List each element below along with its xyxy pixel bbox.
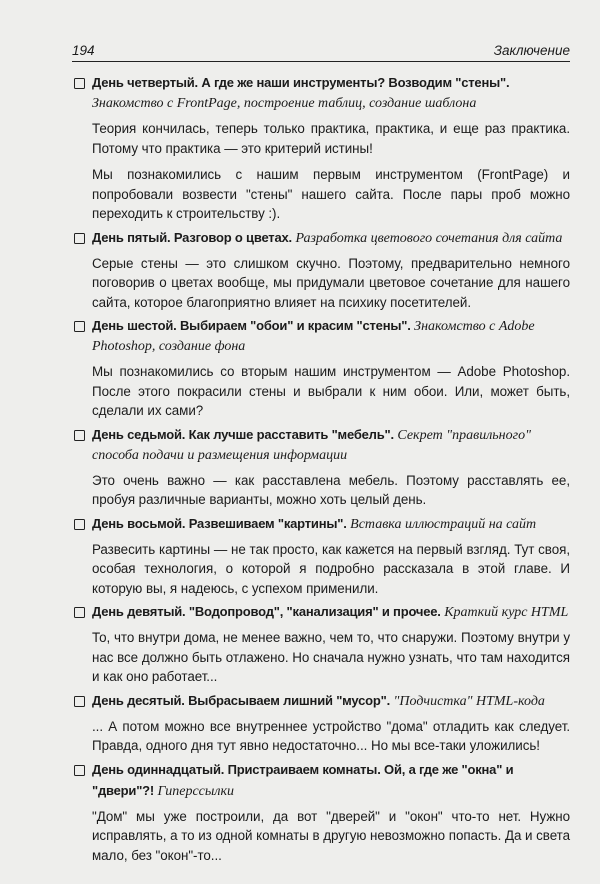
item-subtitle: Знакомство с Adobe Photoshop, создание фона (92, 319, 535, 354)
item-heading (72, 760, 570, 802)
checkbox-bullet-icon (74, 430, 85, 441)
item-title: День пятый. Разговор о цветах. (92, 229, 292, 245)
item-paragraph: Развесить картины — не так просто, как кажется на первый взгляд. Тут своя, особая технология, о которой я подробно рассказала в этой главе. И которую вы, я надеюсь, с успехом применили. (92, 541, 570, 596)
item-title: День четвертый. А где же наши инструменты? Возводим "стены". (92, 75, 510, 90)
item-paragraph: Теория кончилась, теперь только практика, практика, и еще раз практика. Потому что практика — это критерий истины! (92, 121, 570, 156)
item-heading (72, 514, 570, 535)
item-title: День восьмой. Развешиваем "картины". (92, 515, 347, 531)
list-item-day-11 (72, 760, 570, 866)
item-paragraph: То, что внутри дома, не менее важно, чем то, что снаружи. Поэтому внутри у нас все должно быть отлажено. Но сначала нужно узнать, что там находится и как оно работает... (92, 630, 570, 684)
checkbox-bullet-icon (74, 607, 85, 618)
list-item-day-7 (72, 425, 570, 510)
item-heading (72, 316, 570, 357)
item-heading (72, 691, 570, 712)
item-title: День одиннадцатый. Пристраиваем комнаты. Ой, а где же "окна" и "двери"?! (92, 761, 514, 798)
item-heading (72, 73, 570, 114)
item-title: День шестой. Выбираем "обои" и красим "стены". (92, 318, 411, 333)
item-subtitle: Краткий курс HTML (444, 605, 569, 620)
list-item-day-10 (72, 691, 570, 756)
checkbox-bullet-icon (74, 519, 85, 530)
page-number: 194 (72, 43, 95, 58)
checkbox-bullet-icon (74, 78, 85, 89)
item-paragraph: Это очень важно — как расставлена мебель. Поэтому расставлять ее, пробуя различные варианты, можно хоть целый день. (92, 472, 570, 507)
item-paragraph: ... А потом можно все внутреннее устройство "дома" отладить как следует. Правда, одного дня тут явно недостаточно... Но мы все-таки уложились! (92, 718, 570, 753)
checkbox-bullet-icon (74, 765, 85, 776)
list-item-day-9 (72, 602, 570, 687)
checkbox-bullet-icon (74, 321, 85, 332)
item-title: День девятый. "Водопровод", "канализация" и прочее. (92, 604, 441, 619)
item-paragraph: Серые стены — это слишком скучно. Поэтому, предварительно немного поговорив о цветах вообще, мы придумали цветовое сочетание для нашего сайта, которое благоприятно влияет на психику посетителей. (92, 255, 570, 310)
checkbox-bullet-icon (74, 233, 85, 244)
item-heading (72, 425, 570, 466)
item-heading (72, 228, 570, 249)
running-header (72, 42, 570, 62)
item-subtitle: Секрет "правильного" способа подачи и размещения информации (92, 427, 531, 463)
item-title: День седьмой. Как лучше расставить "мебель". (92, 426, 394, 442)
item-subtitle: Разработка цветового сочетания для сайта (295, 230, 563, 246)
item-subtitle: "Подчистка" HTML-кода (393, 693, 545, 709)
item-paragraph: Мы познакомились с нашим первым инструментом (FrontPage) и попробовали возвести "стены" нашего сайта. После пары проб можно переходить к строительству :). (92, 167, 570, 221)
item-subtitle: Вставка иллюстраций на сайт (350, 516, 537, 532)
summary-list (72, 73, 570, 869)
item-paragraph: Мы познакомились со вторым нашим инструментом — Adobe Photoshop. После этого покрасили стены и выбрали к ним обои. Или, может быть, сделали их сами? (92, 364, 570, 418)
list-item-day-8 (72, 514, 570, 599)
item-heading (72, 602, 570, 623)
list-item-day-5 (72, 228, 570, 313)
item-subtitle: Знакомство с FrontPage, построение таблиц, создание шаблона (92, 96, 477, 111)
list-item-day-4 (72, 73, 570, 224)
chapter-title: Заключение (493, 43, 570, 58)
item-title: День десятый. Выбрасываем лишний "мусор". (92, 692, 391, 708)
item-subtitle: Гиперссылки (157, 783, 235, 799)
item-paragraph: "Дом" мы уже построили, да вот "дверей" и "окон" что-то нет. Нужно исправлять, а то из одной комнаты в другую невозможно попасть. Да и света мало, без "окон"-то... (92, 808, 570, 863)
list-item-day-6 (72, 316, 570, 421)
checkbox-bullet-icon (74, 696, 85, 707)
